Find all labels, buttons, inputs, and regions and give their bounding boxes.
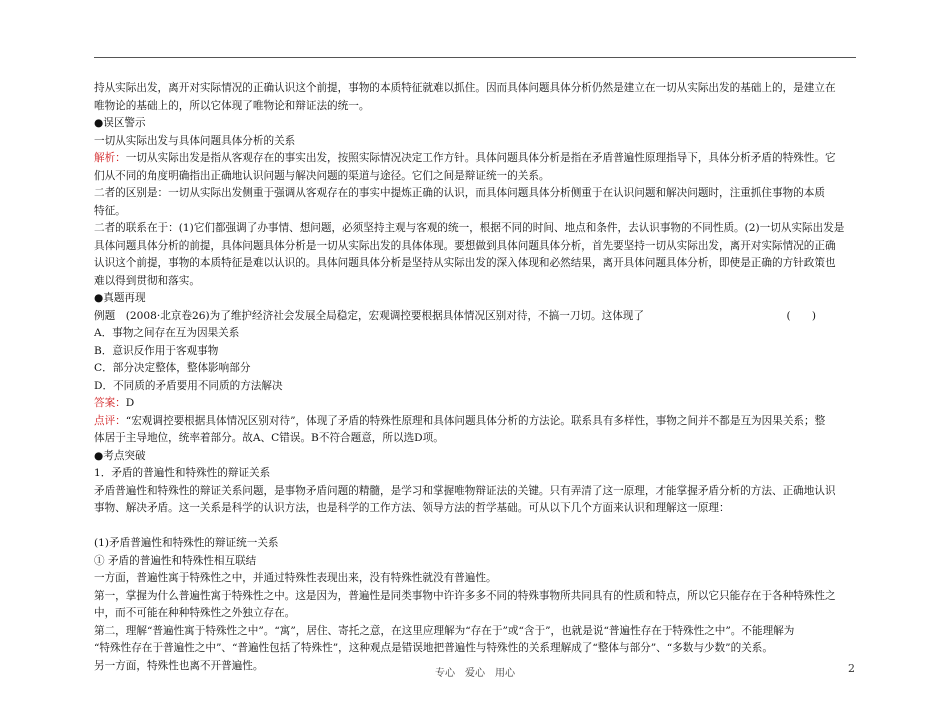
subheading: 一切从实际出发与具体问题具体分析的关系 — [94, 134, 296, 147]
example-question — [94, 308, 856, 326]
text-line: 中，而不可能在种种特殊性之外独立存在。 — [94, 607, 296, 619]
answer-line — [94, 395, 856, 413]
question-text: 例题 (2008·北京卷26)为了维护经济社会发展全局稳定，宏观调控要根据具体情况区别对待，不搞一刀切。这体现了 — [94, 309, 644, 322]
option-b: B．意识反作用于客观事物 — [94, 344, 219, 357]
analysis-paragraph — [94, 150, 856, 168]
comment-label: 点评： — [94, 414, 126, 427]
subheading: ① 矛盾的普遍性和特殊性相互联结 — [94, 554, 257, 567]
option-a: A．事物之间存在互为因果关系 — [94, 327, 240, 339]
text-line: 认识这个前提，事物的本质特征是难以认识的。具体问题具体分析是坚持从实际出发的深入体现和必然结果，离开具体问题具体分析，即使是正确的方针政策也 — [94, 257, 836, 269]
blank-line — [94, 518, 856, 536]
option-d: D．不同质的矛盾要用不同质的方法解决 — [94, 379, 283, 392]
page-content — [94, 80, 856, 675]
text-line: 持从实际出发，离开对实际情况的正确认识这个前提，事物的本质特征就难以抓住。因而具体问题具体分析仍然是建立在一切从实际出发的基础上的，是建立在 — [94, 82, 836, 94]
analysis-label: 解析： — [94, 152, 126, 164]
text-line: 具体问题具体分析的前提，具体问题具体分析是一切从实际出发的具体体现。要想做到具体问题具体分析，首先要坚持一切从实际出发，离开对实际情况的正确 — [94, 239, 836, 252]
text-line: 矛盾普遍性和特殊性的辩证关系问题，是事物矛盾问题的精髓，是学习和掌握唯物辩证法的关键。只有弄清了这一原理，才能掌握矛盾分析的方法、正确地认识 — [94, 484, 836, 497]
text-line: 特征。 — [94, 204, 126, 217]
option-c: C．部分决定整体，整体影响部分 — [94, 362, 251, 374]
text-line: 第一，掌握为什么普遍性寓于特殊性之中。这是因为，普遍性是同类事物中许许多多不同的特殊事物所共同具有的性质和特点，所以它只能存在于各种特殊性之 — [94, 589, 836, 602]
text-line: “宏观调控要根据具体情况区别对待”，体现了矛盾的特殊性原理和具体问题具体分析的方法论。联系具有多样性，事物之间并不都是互为因果关系；整 — [125, 414, 826, 427]
section-heading-exam: ●真题再现 — [94, 292, 146, 304]
text-line: 二者的区别是：一切从实际出发侧重于强调从客观存在的事实中提炼正确的认识，而具体问题具体分析侧重于在认识问题和解决问题时，注重抓住事物的本质 — [94, 187, 825, 199]
text-line: 另一方面，特殊性也离不开普遍性。 — [94, 659, 264, 672]
text-line: 二者的联系在于：(1)它们都强调了办事情、想问题，必须坚持主观与客观的统一，根据不同的时间、地点和条件，去认识事物的不同性质。(2)一切从实际出发是 — [94, 222, 845, 234]
section-heading-breakthrough: ●考点突破 — [94, 449, 146, 462]
subheading: (1)矛盾普遍性和特殊性的辩证统一关系 — [94, 537, 279, 549]
answer-blank: ( ) — [786, 309, 816, 322]
text-line: 体居于主导地位，统率着部分。故A、C错误。B不符合题意，所以选D项。 — [94, 432, 444, 444]
answer-label: 答案： — [94, 397, 126, 409]
header-rule — [94, 57, 856, 58]
section-heading-mistakes: ●误区警示 — [94, 117, 146, 129]
text-line: “特殊性存在于普遍性之中”、“普遍性包括了特殊性”，这种观点是错误地把普遍性与特殊性的关系理解成了“整体与部分”、“多数与少数”的关系。 — [94, 642, 773, 654]
text-line: 们从不同的角度明确指出正确地认识问题与解决问题的渠道与途径。它们之间是辩证统一的关系。 — [94, 169, 550, 182]
text-line: 难以得到贯彻和落实。 — [94, 274, 200, 287]
text-line: 第二，理解“普遍性寓于特殊性之中”。“寓”，居住、寄托之意，在这里应理解为“存在于”或“含于”，也就是说“普遍性存在于特殊性之中”。不能理解为 — [94, 624, 795, 637]
text-line: 一方面，普遍性寓于特殊性之中，并通过特殊性表现出来，没有特殊性就没有普遍性。 — [94, 572, 497, 584]
subheading: 1．矛盾的普遍性和特殊性的辩证关系 — [94, 467, 271, 479]
comment-paragraph — [94, 413, 856, 431]
text-line: 一切从实际出发是指从客观存在的事实出发，按照实际情况决定工作方针。具体问题具体分析是指在矛盾普遍性原理指导下，具体分析矛盾的特殊性。它 — [125, 152, 836, 164]
text-line: 唯物论的基础上的，所以它体现了唯物论和辩证法的统一。 — [94, 99, 370, 112]
answer-value: D — [125, 397, 135, 409]
footer-motto: 专心 爱心 用心 — [435, 668, 515, 679]
text-line: 事物、解决矛盾。这一关系是科学的认识方法，也是科学的工作方法、领导方法的哲学基础。可从以下几个方面来认识和理解这一原理： — [94, 502, 730, 514]
page-number: 2 — [848, 662, 855, 675]
